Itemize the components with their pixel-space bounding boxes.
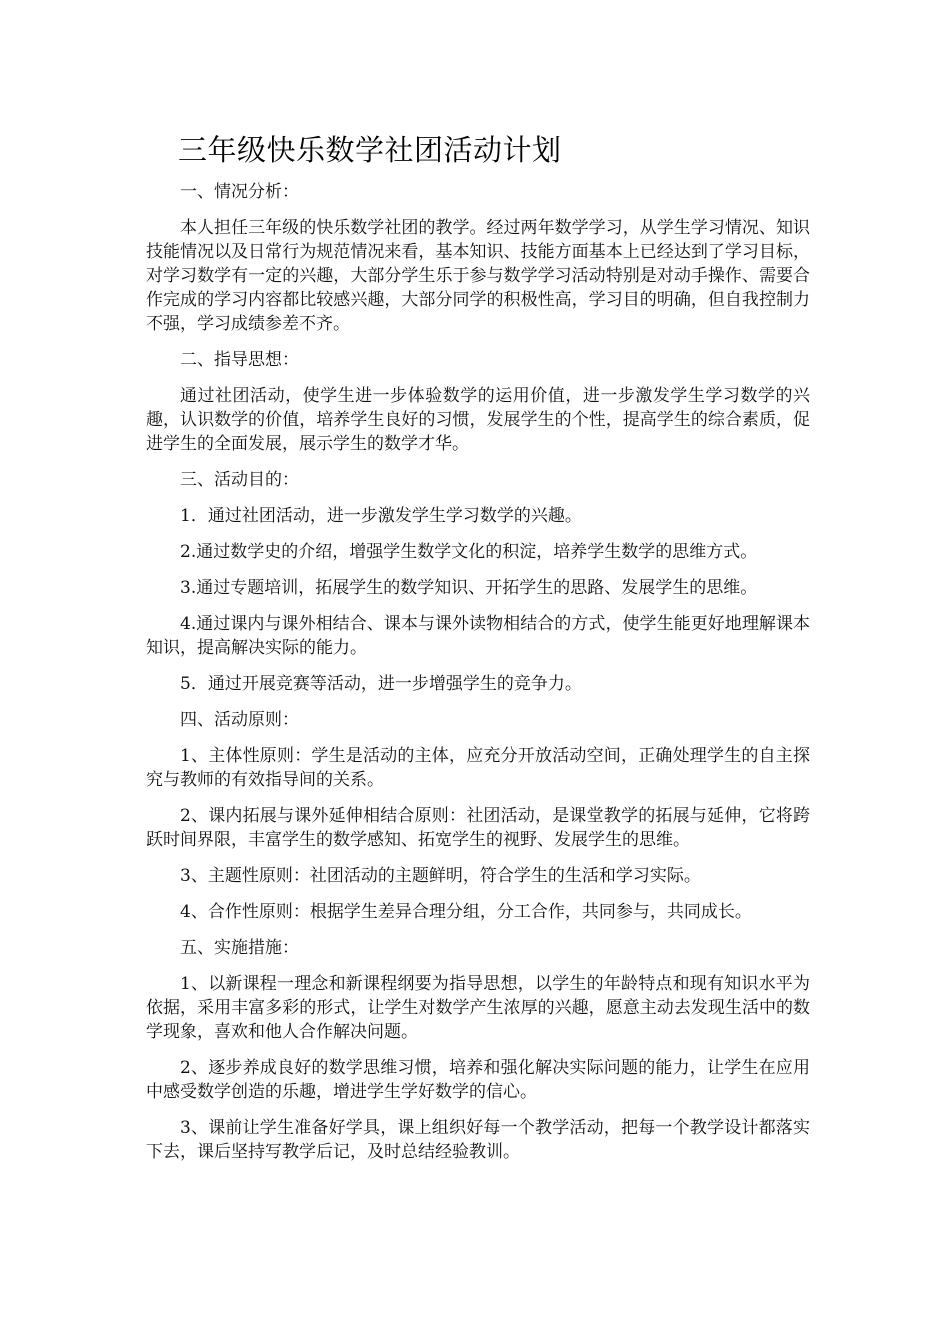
paragraph-guiding-thought: 通过社团活动，使学生进一步体验数学的运用价值，进一步激发学生学习数学的兴趣，认识数学的价值，培养学生良好的习惯，发展学生的个性，提高学生的综合素质，促进学生的全面发展，展示学生的数学才华。: [146, 386, 810, 454]
section-heading-purpose: 三、活动目的：: [180, 470, 299, 490]
document-title: 三年级快乐数学社团活动计划: [178, 133, 562, 167]
section-heading-measures: 五、实施措施：: [180, 938, 299, 958]
purpose-item-2: 2.通过数学史的介绍，增强学生数学文化的积淀，培养学生数学的思维方式。: [180, 542, 758, 562]
purpose-item-3: 3.通过专题培训，拓展学生的数学知识、开拓学生的思路、发展学生的思维。: [180, 578, 758, 598]
measure-item-3: 3、课前让学生准备好学具，课上组织好每一个教学活动，把每一个教学设计都落实下去，课后坚持写教学后记，及时总结经验教训。: [146, 1118, 810, 1162]
measure-item-1: 1、以新课程一理念和新课程纲要为指导思想，以学生的年龄特点和现有知识水平为依据，采用丰富多彩的形式，让学生对数学产生浓厚的兴趣，愿意主动去发现生活中的数学现象，喜欢和他人合作解决问题。: [146, 974, 810, 1042]
section-heading-guiding-thought: 二、指导思想：: [180, 350, 299, 370]
principle-item-1: 1、主体性原则：学生是活动的主体，应充分开放活动空间，正确处理学生的自主探究与教师的有效指导间的关系。: [146, 746, 810, 790]
paragraph-analysis: 本人担任三年级的快乐数学社团的教学。经过两年数学学习，从学生学习情况、知识技能情况以及日常行为规范情况来看，基本知识、技能方面基本上已经达到了学习目标，对学习数学有一定的兴趣，大部分学生乐于参与数学学习活动特别是对动手操作、需要合作完成的学习内容都比较感兴趣，大部分同学的积极性高，学习目的明确，但自我控制力不强，学习成绩参差不齐。: [146, 218, 810, 334]
section-heading-analysis: 一、情况分析：: [180, 182, 299, 202]
purpose-item-4: 4.通过课内与课外相结合、课本与课外读物相结合的方式，使学生能更好地理解课本知识，提高解决实际的能力。: [146, 614, 810, 658]
measure-item-2: 2、逐步养成良好的数学思维习惯，培养和强化解决实际问题的能力，让学生在应用中感受数学创造的乐趣，增进学生学好数学的信心。: [146, 1058, 810, 1102]
section-heading-principles: 四、活动原则：: [180, 710, 299, 730]
principle-item-2: 2、课内拓展与课外延伸相结合原则：社团活动，是课堂教学的拓展与延伸，它将跨跃时间界限，丰富学生的数学感知、拓宽学生的视野、发展学生的思维。: [146, 806, 810, 850]
purpose-item-1: 1．通过社团活动，进一步激发学生学习数学的兴趣。: [180, 506, 582, 526]
principle-item-4: 4、合作性原则：根据学生差异合理分组，分工合作，共同参与，共同成长。: [180, 902, 752, 922]
principle-item-3: 3、主题性原则：社团活动的主题鲜明，符合学生的生活和学习实际。: [180, 866, 701, 886]
purpose-item-5: 5．通过开展竞赛等活动，进一步增强学生的竞争力。: [180, 674, 582, 694]
document-page: [146, 128, 810, 1176]
